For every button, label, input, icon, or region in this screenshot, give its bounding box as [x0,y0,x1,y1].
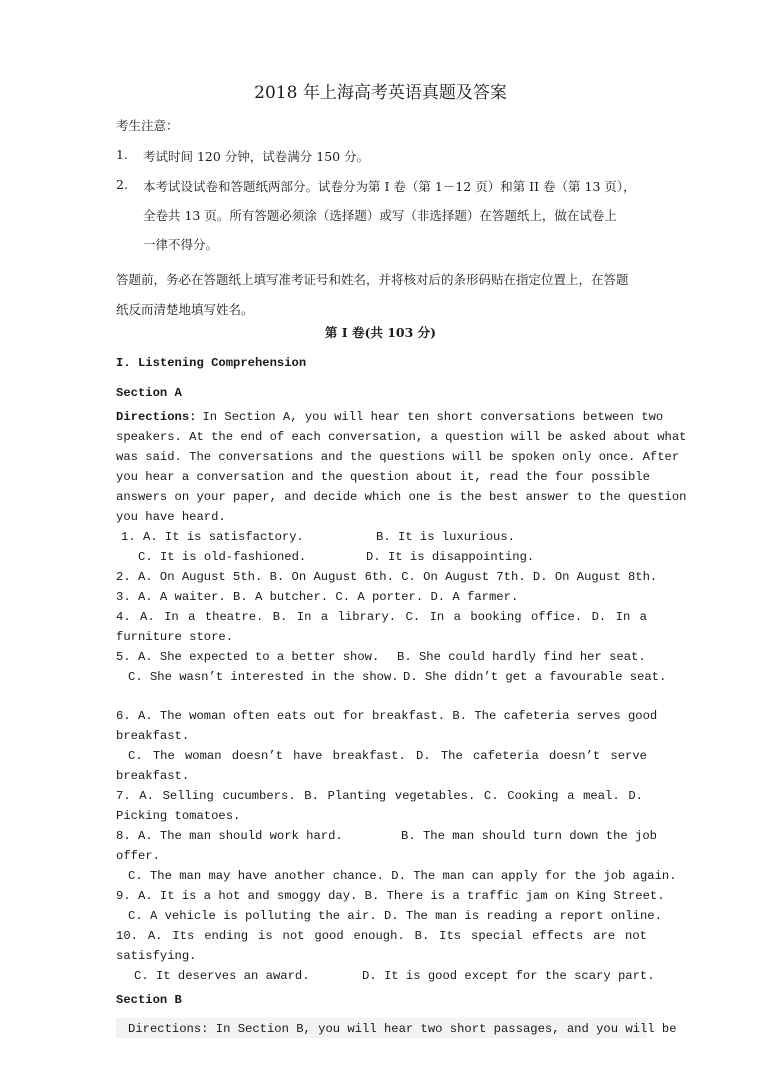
question-6-line-2: breakfast. [116,729,190,743]
question-10-option-c: C. It deserves an award. [134,969,310,983]
section-a-heading: Section A [116,386,182,400]
notice-item-1: 考试时间 120 分钟，试卷满分 150 分。 [143,149,370,164]
question-10-option-d: D. It is good except for the scary part. [362,969,655,983]
question-4-line-2: furniture store. [116,630,234,644]
question-8-line-3: C. The man may have another chance. D. The man can apply for the job again. [128,869,677,883]
page-title: 2018 年上海高考英语真题及答案 [254,83,507,103]
question-4-line-1: 4. A. In a theatre. B. In a library. C. In a booking office. D. In a [116,610,647,624]
question-10-line-1: 10. A. Its ending is not good enough. B. Its special effects are not [116,929,647,943]
notice-paragraph-line-2: 纸反而清楚地填写姓名。 [116,302,254,317]
question-7-line-1: 7. A. Selling cucumbers. B. Planting vegetables. C. Cooking a meal. D. [116,789,643,803]
directions-line-4: you hear a conversation and the question about it, read the four possible [116,470,650,484]
notice-item-1-number: 1. [116,147,128,162]
question-1-option-b: B. It is luxurious. [376,530,515,544]
question-3: 3. A. A waiter. B. A butcher. C. A porter. D. A farmer. [116,590,519,604]
question-1-option-d: D. It is disappointing. [366,550,535,564]
directions-line-5: answers on your paper, and decide which one is the best answer to the question [116,490,687,504]
question-8-option-b: B. The man should turn down the job [401,829,657,843]
directions-line-2: speakers. At the end of each conversation, a question will be asked about what [116,430,687,444]
notice-item-2-line-3: 一律不得分。 [143,237,219,252]
directions-label: Directions: [116,410,197,424]
question-5-option-a: 5. A. She expected to a better show. [116,650,380,664]
question-1-option-c: C. It is old-fashioned. [138,550,307,564]
question-2: 2. A. On August 5th. B. On August 6th. C. On August 7th. D. On August 8th. [116,570,658,584]
notice-item-2-line-2: 全卷共 13 页。所有答题必须涂（选择题）或写（非选择题）在答题纸上，做在试卷上 [143,208,617,223]
question-5-option-c: C. She wasn’t interested in the show. [128,670,399,684]
question-6-line-3: C. The woman doesn’t have breakfast. D. The cafeteria doesn’t serve [128,749,647,763]
question-9-line-2: C. A vehicle is polluting the air. D. The man is reading a report online. [128,909,662,923]
question-6-line-4: breakfast. [116,769,190,783]
directions-line-1-text: In Section A, you will hear ten short conversations between two [202,410,664,424]
directions-line-1 [116,410,664,424]
directions-line-6: you have heard. [116,510,226,524]
question-8-line-2: offer. [116,849,160,863]
notice-item-2-line-1: 本考试设试卷和答题纸两部分。试卷分为第 I 卷（第 1－12 页）和第 II 卷（第 13 页）， [143,179,636,194]
question-5-option-d: D. She didn’t get a favourable seat. [403,670,667,684]
question-10-line-2: satisfying. [116,949,197,963]
directions-line-3: was said. The conversations and the questions will be spoken only once. After [116,450,680,464]
section-b-heading: Section B [116,993,182,1007]
notice-item-2-number: 2. [116,177,128,192]
question-8-option-a: 8. A. The man should work hard. [116,829,343,843]
question-9-line-1: 9. A. It is a hot and smoggy day. B. There is a traffic jam on King Street. [116,889,665,903]
section-b-directions: Directions: In Section B, you will hear two short passages, and you will be [128,1022,677,1036]
question-7-line-2: Picking tomatoes. [116,809,241,823]
question-1-option-a: 1. A. It is satisfactory. [121,530,304,544]
question-6-line-1: 6. A. The woman often eats out for breakfast. B. The cafeteria serves good [116,709,658,723]
notice-heading: 考生注意： [116,118,179,133]
notice-paragraph-line-1: 答题前，务必在答题纸上填写准考证号和姓名，并将核对后的条形码贴在指定位置上，在答题 [116,272,629,287]
question-5-option-b: B. She could hardly find her seat. [397,650,646,664]
section-heading: I. Listening Comprehension [116,356,307,370]
part-title: 第 I 卷(共 103 分) [324,325,437,340]
